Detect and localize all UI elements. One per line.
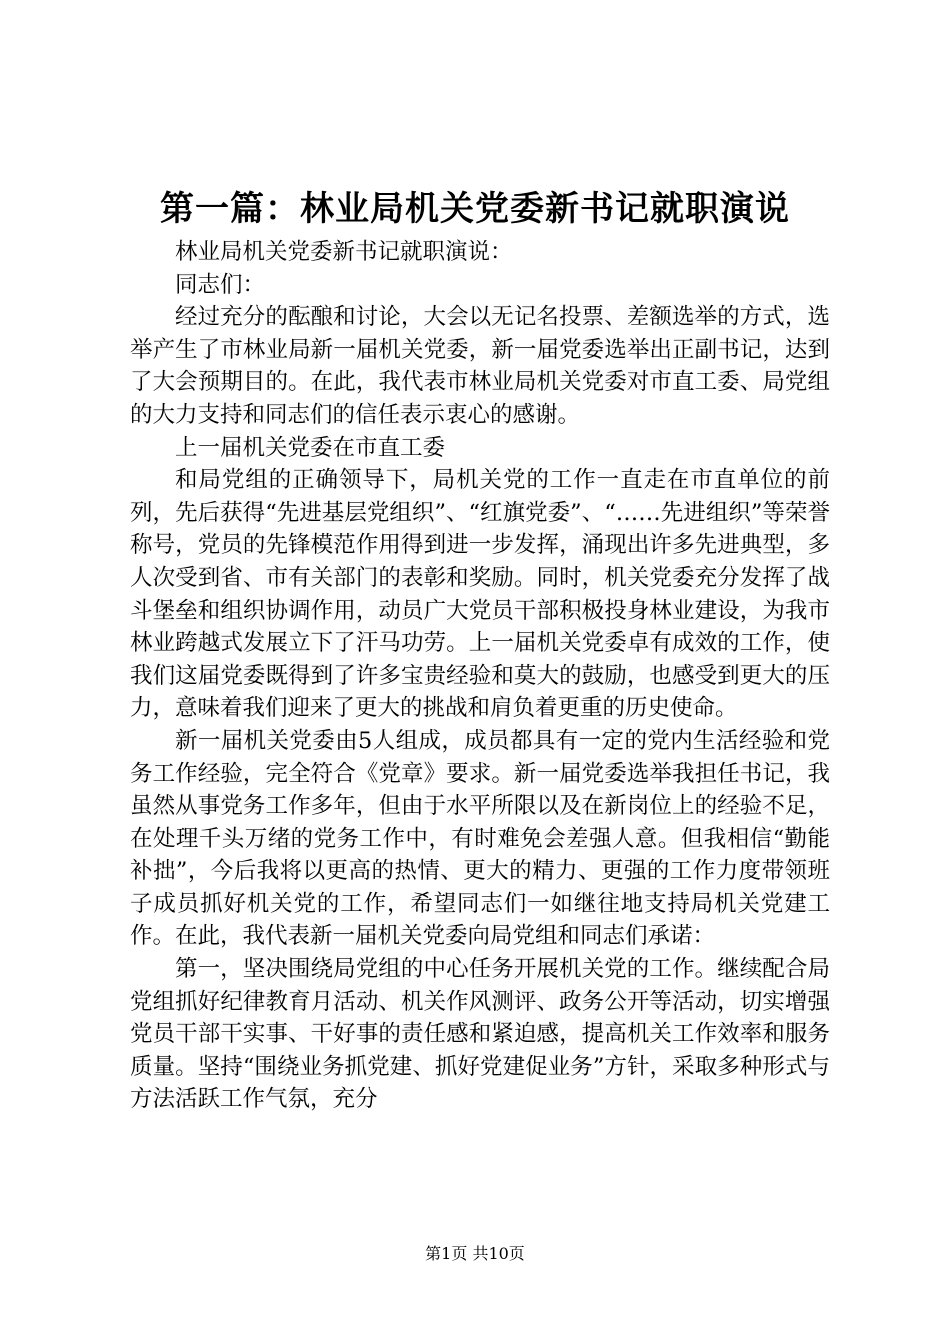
paragraph: 上一届机关党委在市直工委 <box>175 434 446 461</box>
document-title: 第一篇：林业局机关党委新书记就职演说 <box>160 189 790 229</box>
page-number-footer: 第1页 共10页 <box>425 1244 525 1263</box>
paragraph: 新一届机关党委由5人组成，成员都具有一定的党内生活经验和党务工作经验，完全符合《党章》要求。新一届党委选举我担任书记，我虽然从事党务工作多年，但由于水平所限以及在新岗位上的经验不足，在处理千头万绪的党务工作中，有时难免会差强人意。但我相信“勤能补拙”，今后我将以更高的热情、更大的精力、更强的工作力度带领班子成员抓好机关党的工作，希望同志们一如继往地支持局机关党建工作。在此，我代表新一届机关党委向局党组和同志们承诺： <box>130 727 830 950</box>
paragraph: 和局党组的正确领导下，局机关党的工作一直走在市直单位的前列，先后获得“先进基层党组织”、“红旗党委”、“……先进组织”等荣誉称号，党员的先锋模范作用得到进一步发挥，涌现出许多先进典型，多人次受到省、市有关部门的表彰和奖励。同时，机关党委充分发挥了战斗堡垒和组织协调作用，动员广大党员干部积极投身林业建设，为我市林业跨越式发展立下了汗马功劳。上一届机关党委卓有成效的工作，使我们这届党委既得到了许多宝贵经验和莫大的鼓励，也感受到更大的压力，意味着我们迎来了更大的挑战和肩负着更重的历史使命。 <box>130 467 830 722</box>
document-body <box>130 236 830 1116</box>
paragraph-salutation: 同志们： <box>175 271 266 298</box>
paragraph: 第一，坚决围绕局党组的中心任务开展机关党的工作。继续配合局党组抓好纪律教育月活动、机关作风测评、政务公开等活动，切实增强党员干部干实事、干好事的责任感和紧迫感，提高机关工作效率和服务质量。坚持“围绕业务抓党建、抓好党建促业务”方针，采取多种形式与方法活跃工作气氛，充分 <box>130 956 830 1113</box>
paragraph: 经过充分的酝酿和讨论，大会以无记名投票、差额选举的方式，选举产生了市林业局新一届机关党委，新一届党委选举出正副书记，达到了大会预期目的。在此，我代表市林业局机关党委对市直工委、局党组的大力支持和同志们的信任表示衷心的感谢。 <box>130 304 830 428</box>
paragraph-heading: 林业局机关党委新书记就职演说： <box>175 239 513 265</box>
